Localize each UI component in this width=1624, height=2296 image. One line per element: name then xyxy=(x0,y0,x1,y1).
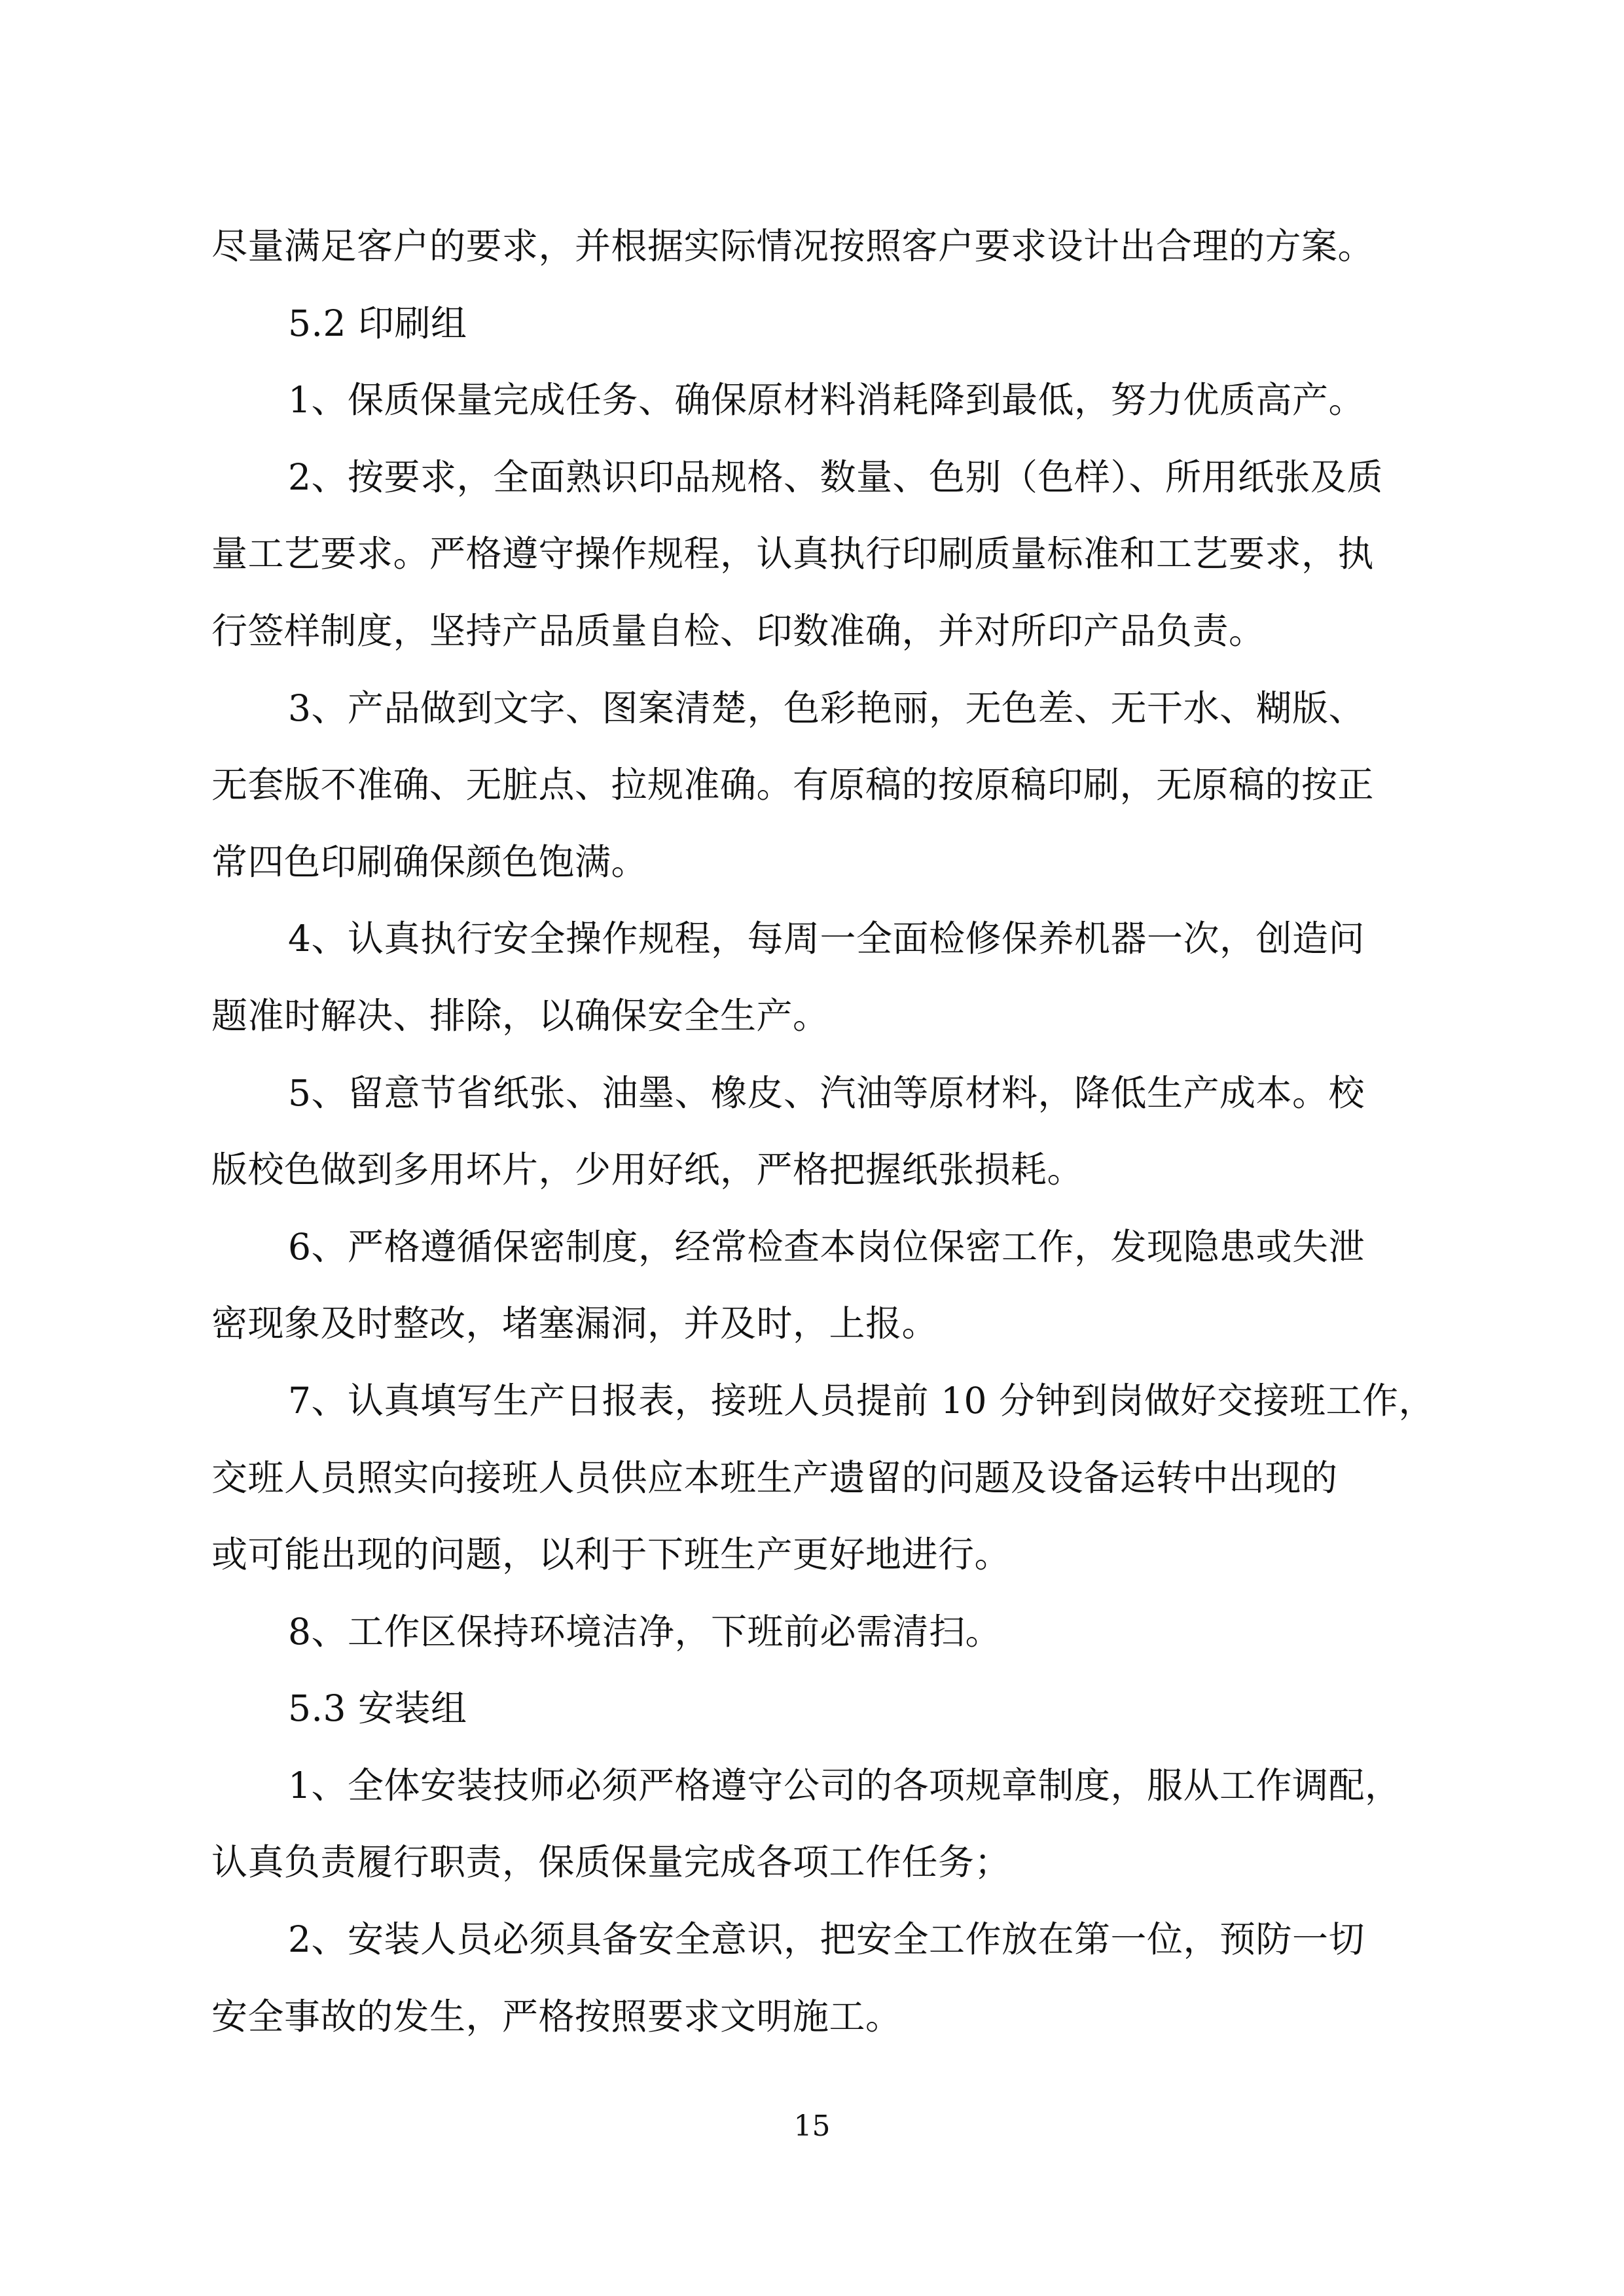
text-line: 行签样制度，坚持产品质量自检、印数准确，并对所印产品负责。 xyxy=(211,609,1265,652)
text-line: 1、保质保量完成任务、确保原材料消耗降到最低，努力优质高产。 xyxy=(288,379,1365,422)
text-line: 安全事故的发生，严格按照要求文明施工。 xyxy=(211,1995,902,2037)
text-line: 尽量满足客户的要求，并根据实际情况按照客户要求设计出合理的方案。 xyxy=(211,225,1375,267)
text-line: 5、留意节省纸张、油墨、橡皮、汽油等原材料，降低生产成本。校 xyxy=(288,1071,1365,1114)
text-line: 认真负责履行职责，保质保量完成各项工作任务； xyxy=(211,1841,1011,1884)
text-line: 3、产品做到文字、图案清楚，色彩艳丽，无色差、无干水、糊版、 xyxy=(288,687,1365,729)
text-line: 交班人员照实向接班人员供应本班生产遗留的问题及设备运转中出现的 xyxy=(211,1456,1338,1499)
text-line: 版校色做到多用坏片，少用好纸，严格把握纸张损耗。 xyxy=(211,1149,1084,1191)
text-line: 4、认真执行安全操作规程，每周一全面检修保养机器一次，创造问 xyxy=(288,918,1365,960)
text-line: 量工艺要求。严格遵守操作规程，认真执行印刷质量标准和工艺要求，执 xyxy=(211,533,1375,575)
text-line: 2、安装人员必须具备安全意识，把安全工作放在第一位，预防一切 xyxy=(288,1918,1365,1961)
text-line: 或可能出现的问题，以利于下班生产更好地进行。 xyxy=(211,1534,1011,1576)
section-heading: 5.3 安装组 xyxy=(288,1687,467,1730)
text-line: 1、全体安装技师必须严格遵守公司的各项规章制度，服从工作调配， xyxy=(288,1764,1401,1806)
text-line: 8、工作区保持环境洁净，下班前必需清扫。 xyxy=(288,1610,1001,1653)
text-line: 6、严格遵循保密制度，经常检查本岗位保密工作，发现隐患或失泄 xyxy=(288,1225,1365,1268)
section-heading: 5.2 印刷组 xyxy=(288,302,467,344)
text-line: 无套版不准确、无脏点、拉规准确。有原稿的按原稿印刷，无原稿的按正 xyxy=(211,764,1375,806)
text-line: 密现象及时整改，堵塞漏洞，并及时，上报。 xyxy=(211,1302,939,1345)
text-line: 题准时解决、排除，以确保安全生产。 xyxy=(211,994,829,1037)
text-line: 2、按要求，全面熟识印品规格、数量、色别（色样）、所用纸张及质 xyxy=(288,456,1383,498)
page-number: 15 xyxy=(793,2109,831,2143)
body-text xyxy=(211,208,1435,2055)
text-line: 7、认真填写生产日报表，接班人员提前 10 分钟到岗做好交接班工作， xyxy=(288,1379,1435,1422)
text-line: 常四色印刷确保颜色饱满。 xyxy=(211,840,648,883)
